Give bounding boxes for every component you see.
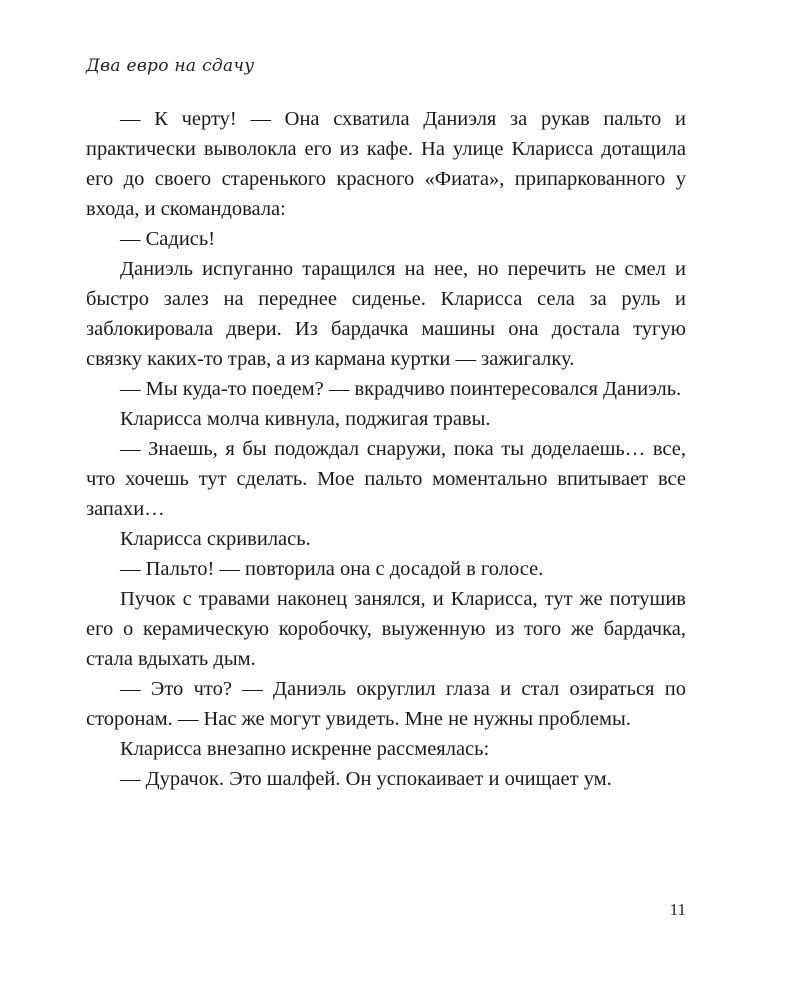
- paragraph: — Пальто! — повторила она с досадой в голосе.: [120, 558, 544, 580]
- paragraph: — Мы куда-то поедем? — вкрадчиво поинтересовался Даниэль.: [120, 378, 682, 400]
- paragraph: — Дурачок. Это шалфей. Он успокаивает и очищает ум.: [120, 768, 612, 790]
- body-text: [86, 104, 686, 794]
- page-number: 11: [669, 900, 686, 919]
- paragraph: Даниэль испуганно таращился на нее, но перечить не смел и быстро залез на переднее сиденье. Кларисса села за руль и заблокировала двери. Из бардачка машины она достала тугую связку каких-то трав, а из кармана куртки — зажигалку.: [86, 258, 686, 370]
- paragraph: — К черту! — Она схватила Даниэля за рукав пальто и практически выволокла его из кафе. На улице Кларисса дотащила его до своего старенького красного «Фиата», припаркованного у входа, и скомандовала:: [86, 108, 686, 220]
- paragraph: Кларисса скривилась.: [120, 528, 311, 550]
- paragraph: Пучок с травами наконец занялся, и Кларисса, тут же потушив его о керамическую коробочку, выуженную из того же бардачка, стала вдыхать дым.: [86, 588, 686, 670]
- running-head: Два евро на сдачу: [86, 56, 255, 76]
- paragraph: — Знаешь, я бы подождал снаружи, пока ты доделаешь… все, что хочешь тут сделать. Мое пальто моментально впитывает все запахи…: [86, 438, 686, 520]
- paragraph: Кларисса внезапно искренне рассмеялась:: [120, 738, 490, 760]
- paragraph: — Садись!: [120, 228, 216, 250]
- paragraph: — Это что? — Даниэль округлил глаза и стал озираться по сторонам. — Нас же могут увидеть. Мне не нужны проблемы.: [86, 678, 686, 730]
- paragraph: Кларисса молча кивнула, поджигая травы.: [120, 408, 491, 430]
